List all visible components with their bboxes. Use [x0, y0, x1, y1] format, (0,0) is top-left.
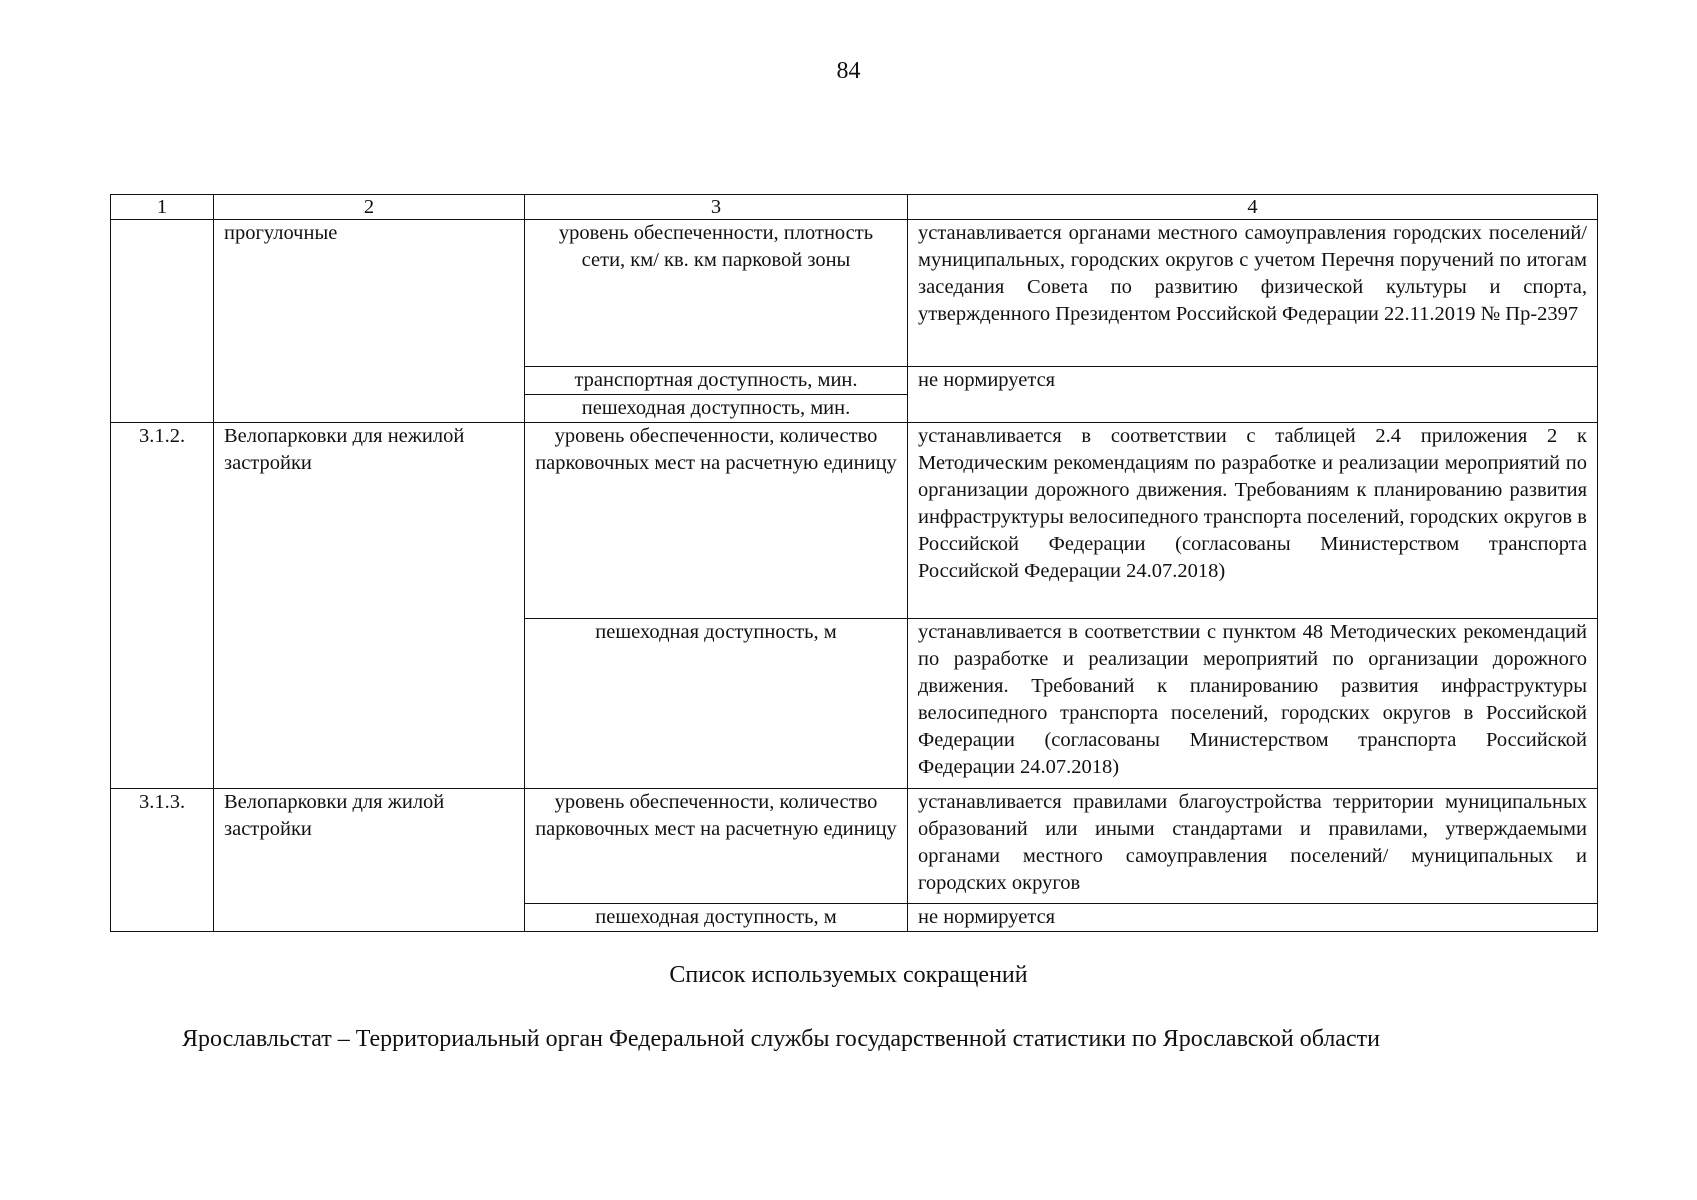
indicator-cell: уровень обеспеченности, количество парковочных мест на расчетную единицу	[525, 789, 908, 904]
value-cell: не нормируется	[908, 367, 1598, 423]
value-cell: устанавливается в соответствии с пунктом 48 Методических рекомендаций по разработке и реализации мероприятий по организации дорожного движения. Требований к планированию развития инфраструктуры велосипедного транспорта поселений, городских округов в Российской Федерации (согласованы Министерством транспорта Российской Федерации 24.07.2018)	[908, 619, 1598, 789]
column-number-1: 1	[111, 195, 214, 220]
object-name-cell: Велопарковки для нежилой застройки	[214, 423, 525, 789]
table-row	[111, 423, 1598, 619]
row-number-cell	[111, 220, 214, 423]
table-row	[111, 220, 1598, 367]
column-number-4: 4	[908, 195, 1598, 220]
value-cell: устанавливается в соответствии с таблицей 2.4 приложения 2 к Методическим рекомендациям по разработке и реализации мероприятий по организации дорожного движения. Требованиям к планированию развития инфраструктуры велосипедного транспорта поселений, городских округов в Российской Федерации (согласованы Министерством транспорта Российской Федерации 24.07.2018)	[908, 423, 1598, 619]
indicator-cell: пешеходная доступность, мин.	[525, 395, 908, 423]
value-cell: устанавливается органами местного самоуправления городских поселений/ муниципальных, городских округов с учетом Перечня поручений по итогам заседания Совета по развитию физической культуры и спорта, утвержденного Президентом Российской Федерации 22.11.2019 № Пр-2397	[908, 220, 1598, 367]
norms-table	[110, 194, 1598, 932]
value-cell: устанавливается правилами благоустройства территории муниципальных образований или иными стандартами и правилами, утверждаемыми органами местного самоуправления поселений/ муниципальных и городских округов	[908, 789, 1598, 904]
row-number-cell: 3.1.3.	[111, 789, 214, 932]
row-number-cell: 3.1.2.	[111, 423, 214, 789]
abbreviation-item: Ярославльстат – Территориальный орган Федеральной службы государственной статистики по Ярославской области	[182, 1026, 1380, 1052]
object-name-cell: прогулочные	[214, 220, 525, 423]
indicator-cell: транспортная доступность, мин.	[525, 367, 908, 395]
value-cell: не нормируется	[908, 904, 1598, 932]
page-number: 84	[836, 58, 861, 84]
abbreviations-heading: Список используемых сокращений	[669, 962, 1028, 988]
indicator-cell: пешеходная доступность, м	[525, 619, 908, 789]
table-header-row	[111, 195, 1598, 220]
indicator-cell: пешеходная доступность, м	[525, 904, 908, 932]
indicator-cell: уровень обеспеченности, количество парковочных мест на расчетную единицу	[525, 423, 908, 619]
column-number-2: 2	[214, 195, 525, 220]
indicator-cell: уровень обеспеченности, плотность сети, км/ кв. км парковой зоны	[525, 220, 908, 367]
table-row	[111, 789, 1598, 904]
column-number-3: 3	[525, 195, 908, 220]
object-name-cell: Велопарковки для жилой застройки	[214, 789, 525, 932]
